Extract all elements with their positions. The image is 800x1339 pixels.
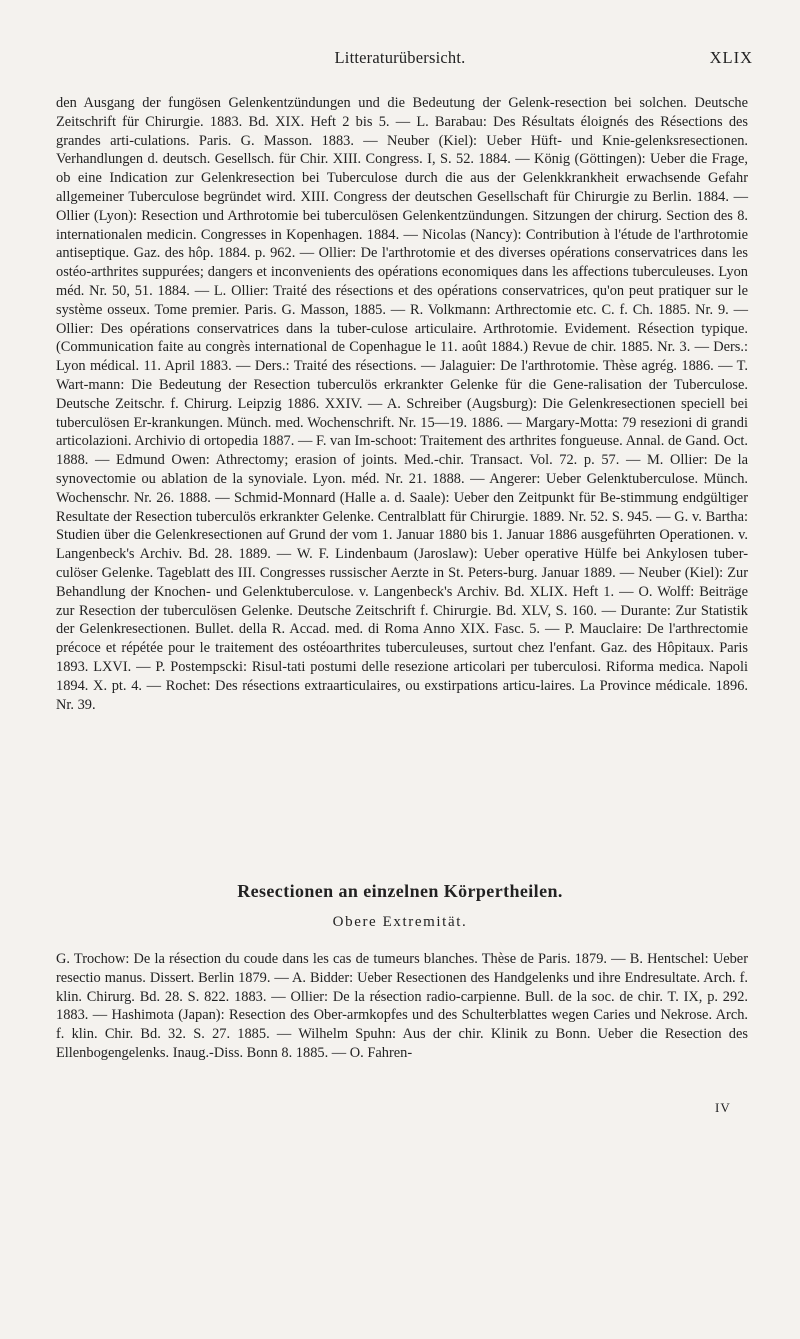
page-number: XLIX <box>709 48 753 67</box>
section-heading: Resectionen an einzelnen Körpertheilen. <box>237 881 563 901</box>
signature-mark: IV <box>715 1100 731 1115</box>
subsection-heading: Obere Extremität. <box>332 914 468 930</box>
bibliography-paragraph: den Ausgang der fungösen Gelenkentzündungen und die Bedeutung der Gelenk-resection bei solchen. Deutsche Zeitschrift für Chirurgie. 1883. Bd. XIX. Heft 2 bis 5. — L. Barabau: Des Résultats éloignés des Résections des grandes arti-culations. Paris. G. Masson. 1883. — Neuber (Kiel): Ueber Hüft- und Knie-gelenksresectionen. Verhandlungen d. deutsch. Gesellsch. für Chir. XIII. Congress. I, S. 52. 1884. — König (Göttingen): Ueber die Frage, ob eine Indication zur Gelenkresection bei Tuberculose durch die aus der Gelenkkrankheit erwachsende Gefahr allgemeiner Tuberculose begründet wird. XIII. Congress der deutschen Gesellschaft für Chirurgie zu Berlin. 1884. — Ollier (Lyon): Resection und Arthrotomie bei tuberculösen Gelenkentzündungen. Sitzungen der chirurg. Section des 8. internationalen medicin. Congresses in Kopenhagen. 1884. — Nicolas (Nancy): Contribution à l'étude de l'arthrotomie antiseptique. Gaz. des hôp. 1884. p. 962. — Ollier: De l'arthrotomie et des diverses opérations conservatrices dans les ostéo-arthrites suppurées; dangers et inconvenients des opérations economiques dans les affections tuberculeuses. Lyon méd. Nr. 50, 51. 1884. — L. Ollier: Traité des résections et des opérations conservatrices, qu'on peut pratiquer sur le système osseux. Tome premier. Paris. G. Masson, 1885. — R. Volkmann: Arthrectomie etc. C. f. Ch. 1885. Nr. 9. — Ollier: Des opérations conservatrices dans la tuber-culose articulaire. Arthrotomie. Evidement. Résection typique. (Communication faite au congrès international de Copenhague le 11. août 1884.) Revue de chir. 1885. Nr. 3. — Ders.: Lyon médical. 11. April 1883. — Ders.: Traité des résections. — Jalaguier: De l'arthrotomie. Thèse agrég. 1886. — T. Wart-mann: Die Bedeutung der Resection tuberculös erkrankter Gelenke für die Gene-ralisation der Tuberculose. Deutsche Zeitschr. f. Chirurg. Leipzig 1886. XXIV. — A. Schreiber (Augsburg): Die Gelenkresectionen speciell bei tuberculösen Er-krankungen. Münch. med. Wochenschrift. Nr. 15—19. 1886. — Margary-Motta: 79 resezioni di grandi articolazioni. Archivio di ortopedia 1887. — F. van Im-schoot: Traitement des arthrites fongueuse. Annal. de Gand. Oct. 1888. — Edmund Owen: Athrectomy; erasion of joints. Med.-chir. Transact. Vol. 72. p. 57. — M. Ollier: De la synovectomie ou ablation de la synoviale. Lyon. méd. Nr. 21. 1888. — Angerer: Ueber Gelenktuberculose. Münch. Wochenschr. Nr. 26. 1888. — Schmid-Monnard (Halle a. d. Saale): Ueber den Zeitpunkt für Be-stimmung endgültiger Resultate der Resection tuberculös erkrankter Gelenke. Centralblatt für Chirurgie. 1889. Nr. 52. S. 945. — G. v. Bartha: Studien über die Gelenkresectionen auf Grund der vom 1. Januar 1880 bis 1. Januar 1886 ausgeführten Operationen. v. Langenbeck's Archiv. Bd. 28. 1889. — W. F. Lindenbaum (Jaroslaw): Ueber operative Hülfe bei Ankylosen tuber-culöser Gelenke. Tageblatt des III. Congresses russischer Aerzte in St. Peters-burg. Januar 1889. — Neuber (Kiel): Zur Behandlung der Knochen- und Gelenktuberculose. v. Langenbeck's Archiv. Bd. XLIX. Heft 1. — O. Wolff: Beiträge zur Resection der tuberculösen Gelenke. Deutsche Zeitschrift f. Chirurgie. Bd. XLV, S. 160. — Durante: Zur Statistik der Gelenkresectionen. Bullet. della R. Accad. med. di Roma Anno XIX. Fasc. 5. — P. Mauclaire: De l'arthrectomie précoce et répétée pour le traitement des ostéoarthrites tuberculeuses, surtout chez l'enfant. Gaz. des Hôpitaux. Paris 1893. LXVI. — P. Postempscki: Risul-tati postumi delle resezione articolari per tuberculosi. Riforma medica. Napoli 1894. X. pt. 4. — Rochet: Des résections extraarticulaires, ou exstirpations articu-laires. La Province médicale. 1896. Nr. 39. <box>56 95 748 713</box>
upper-extremity-paragraph: G. Trochow: De la résection du coude dans les cas de tumeurs blanches. Thèse de Paris. 1879. — B. Hentschel: Ueber resectio manus. Dissert. Berlin 1879. — A. Bidder: Ueber Resectionen des Handgelenks und ihre Endresultate. Arch. f. klin. Chirurg. Bd. 28. S. 822. 1883. — Ollier: De la résection radio-carpienne. Bull. de la soc. de chir. T. IX, p. 292. 1883. — Hashimota (Japan): Resection des Ober-armkopfes und des Schulterblattes wegen Caries und Nekrose. Arch. f. klin. Chir. Bd. 32. S. 27. 1885. — Wilhelm Spuhn: Aus der chir. Klinik zu Bonn. Ueber die Resection des Ellenbogengelenks. Inaug.-Diss. Bonn 8. 1885. — O. Fahren- <box>56 951 748 1061</box>
running-header <box>0 48 800 72</box>
running-title: Litteraturübersicht. <box>334 48 466 67</box>
